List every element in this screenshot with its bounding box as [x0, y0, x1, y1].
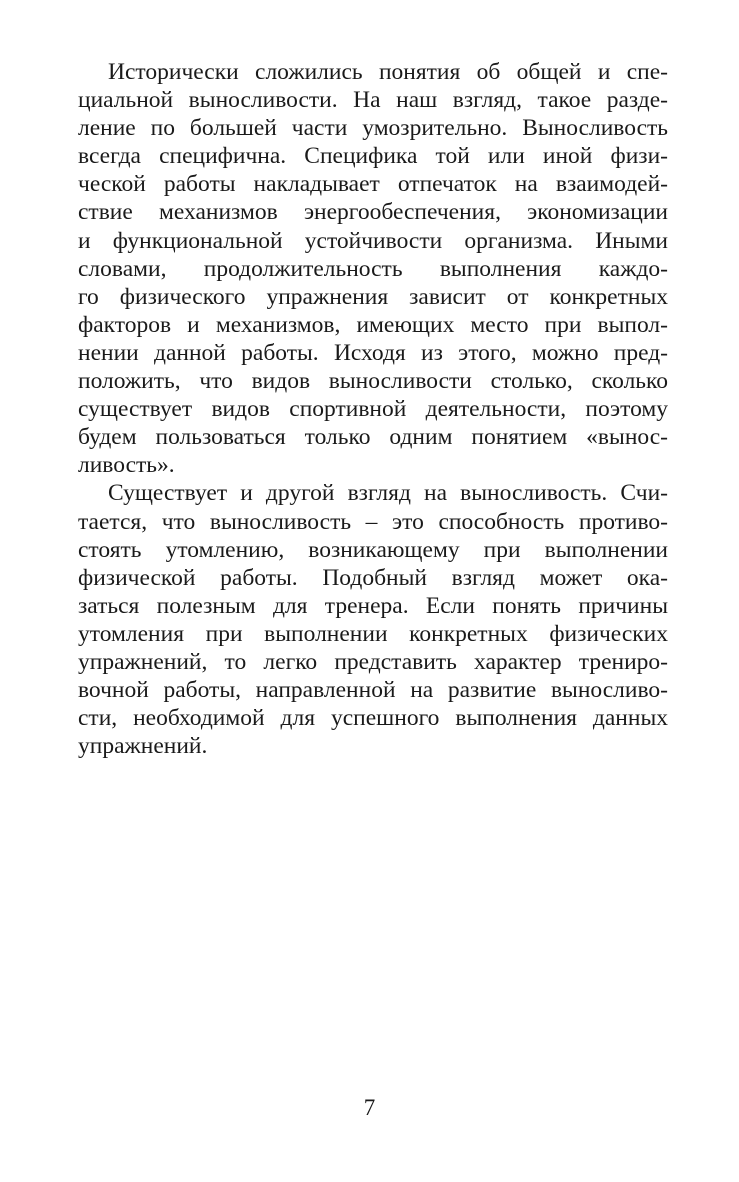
- text-line: существует видов спортивной деятельности, поэтому: [78, 396, 668, 423]
- paragraph-1: [78, 58, 668, 479]
- text-line: ливость».: [78, 452, 175, 479]
- text-line: физической работы. Подобный взгляд может ока-: [78, 564, 668, 591]
- page-text: [78, 58, 668, 760]
- text-line: и функциональной устойчивости организма. Иными: [78, 227, 668, 254]
- text-line: стоять утомлению, возникающему при выполнении: [78, 536, 668, 563]
- text-line: тается, что выносливость – это способность противо-: [78, 508, 668, 535]
- text-line: го физического упражнения зависит от конкретных: [78, 283, 668, 310]
- text-line: циальной выносливости. На наш взгляд, такое разде-: [78, 87, 668, 114]
- paragraph-2: [78, 479, 668, 760]
- text-line: упражнений, то легко представить характер трениро-: [78, 648, 668, 675]
- text-line: будем пользоваться только одним понятием «вынос-: [78, 424, 668, 451]
- text-line: заться полезным для тренера. Если понять причины: [78, 592, 668, 619]
- text-line: положить, что видов выносливости столько, сколько: [78, 368, 668, 395]
- text-line: Существует и другой взгляд на выносливость. Счи-: [108, 480, 668, 507]
- text-line: факторов и механизмов, имеющих место при выпол-: [78, 311, 668, 338]
- text-line: упражнений.: [78, 733, 208, 760]
- text-line: ление по большей части умозрительно. Выносливость: [78, 115, 668, 142]
- text-line: ческой работы накладывает отпечаток на взаимодей-: [78, 171, 668, 198]
- page-number: 7: [363, 1095, 376, 1120]
- text-line: ствие механизмов энергообеспечения, экономизации: [78, 199, 668, 226]
- text-line: Исторически сложились понятия об общей и спе-: [108, 59, 668, 85]
- text-line: вочной работы, направленной на развитие выносливо-: [78, 677, 668, 704]
- text-line: сти, необходимой для успешного выполнения данных: [78, 705, 668, 732]
- text-line: нении данной работы. Исходя из этого, можно пред-: [78, 339, 668, 366]
- text-line: утомления при выполнении конкретных физических: [78, 620, 668, 647]
- text-line: всегда специфична. Специфика той или иной физи-: [78, 143, 668, 170]
- text-line: словами, продолжительность выполнения каждо-: [78, 255, 668, 282]
